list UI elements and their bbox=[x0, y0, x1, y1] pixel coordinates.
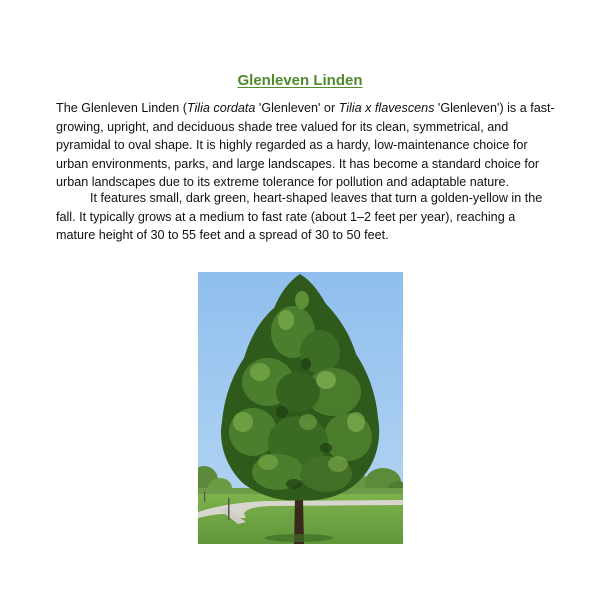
paragraph-intro bbox=[56, 99, 556, 192]
species-name-flavescens: Tilia x flavescens bbox=[338, 101, 435, 115]
intro-mid-text: 'Glenleven' or bbox=[255, 101, 339, 115]
document-title: Glenleven Linden bbox=[237, 72, 363, 89]
paragraph-features: It features small, dark green, heart-shaped leaves that turn a golden-yellow in the fall. It typically grows at a medium to fast rate (about 1–2 feet per year), reaching a mature height of 30 to 55 feet and a spread of 30 to 50 feet. bbox=[56, 191, 543, 242]
tree-photo bbox=[198, 272, 403, 544]
species-name-cordata: Tilia cordata bbox=[186, 101, 256, 115]
intro-rest-text: 'Glenleven') is a fast-growing, upright, and deciduous shade tree valued for its clean, symmetrical, and pyramidal to oval shape. It is highly regarded as a hardy, low-maintenance choice for urban environments, parks, and large landscapes. It has become a standard choice for urban landscapes due to its extreme tolerance for pollution and adaptable nature. bbox=[56, 101, 555, 189]
intro-text: The Glenleven Linden ( bbox=[56, 101, 187, 115]
